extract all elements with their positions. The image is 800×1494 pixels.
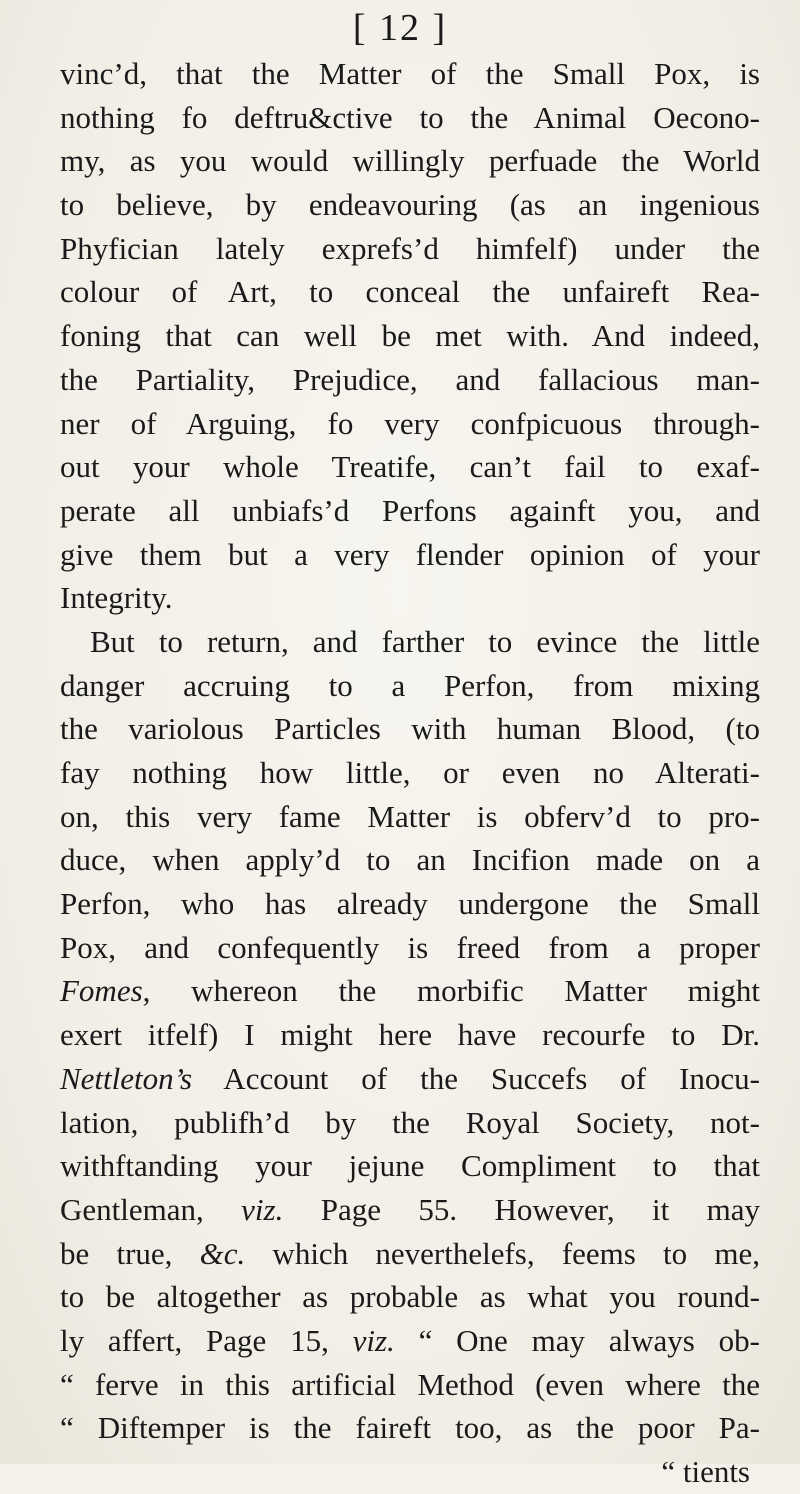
text-segment: “ Diftemper is the faireft too, as the poor Pa- <box>60 1410 760 1446</box>
text-line <box>60 358 760 402</box>
text-line <box>60 707 760 751</box>
text-line <box>60 1275 760 1319</box>
text-line <box>60 620 760 664</box>
text-line <box>60 1363 760 1407</box>
text-segment: But to return, and farther to evince the little <box>90 623 760 659</box>
text-segment: , whereon the morbific Matter might <box>142 973 760 1009</box>
text-segment: out your whole Treatife, can’t fail to exaf- <box>60 449 760 485</box>
text-segment: “ One may always ob- <box>394 1322 760 1358</box>
text-line <box>60 1057 760 1101</box>
text-line <box>60 1013 760 1057</box>
text-segment: Gentleman, <box>60 1191 242 1227</box>
italic-text: Nettleton’s <box>60 1060 193 1096</box>
text-line <box>60 402 760 446</box>
text-segment: ly affert, Page 15, <box>60 1322 353 1358</box>
text-segment: Phyfician lately exprefs’d himfelf) under the <box>60 230 760 266</box>
text-segment: Perfon, who has already undergone the Small <box>60 886 760 922</box>
text-line <box>60 1406 760 1450</box>
text-line <box>60 183 760 227</box>
italic-text: viz. <box>241 1191 284 1227</box>
text-segment: ner of Arguing, fo very confpicuous through- <box>60 405 760 441</box>
text-segment: my, as you would willingly perfuade the World <box>60 143 760 179</box>
text-line <box>60 1188 760 1232</box>
text-line <box>60 270 760 314</box>
text-line <box>60 1232 760 1276</box>
text-segment: lation, publifh’d by the Royal Society, not- <box>60 1104 760 1140</box>
italic-text: Fomes <box>60 973 143 1009</box>
text-segment: nothing fo deftru&ctive to the Animal Oecono- <box>60 99 760 135</box>
text-line <box>60 576 760 620</box>
text-segment: perate all unbiafs’d Perfons againft you, and <box>60 492 760 528</box>
text-segment: “ ferve in this artificial Method (even where the <box>60 1366 760 1402</box>
text-segment: on, this very fame Matter is obferv’d to pro- <box>60 798 760 834</box>
italic-text: viz. <box>352 1322 395 1358</box>
text-segment: the Partiality, Prejudice, and fallacious man- <box>60 361 760 397</box>
text-line <box>60 1450 760 1494</box>
text-segment: the variolous Particles with human Blood, (to <box>60 711 760 747</box>
text-line <box>60 139 760 183</box>
text-line <box>60 96 760 140</box>
text-segment: Account of the Succefs of Inocu- <box>192 1060 760 1096</box>
text-segment: exert itfelf) I might here have recourfe to Dr. <box>60 1017 760 1053</box>
text-segment: vinc’d, that the Matter of the Small Pox, is <box>60 56 760 91</box>
text-line <box>60 795 760 839</box>
text-segment: duce, when apply’d to an Incifion made on a <box>60 842 760 878</box>
text-line <box>60 969 760 1013</box>
text-line <box>60 664 760 708</box>
text-line <box>60 1319 760 1363</box>
text-segment: foning that can well be met with. And indeed, <box>60 318 760 354</box>
text-segment: withftanding your jejune Compliment to that <box>60 1148 760 1184</box>
text-line <box>60 533 760 577</box>
text-line <box>60 838 760 882</box>
text-segment: Page 55. However, it may <box>283 1191 760 1227</box>
text-line <box>60 1101 760 1145</box>
text-segment: colour of Art, to conceal the unfaireft Rea- <box>60 274 760 310</box>
text-line <box>60 1144 760 1188</box>
text-segment: Pox, and confequently is freed from a proper <box>60 929 760 965</box>
text-segment: “ tients <box>661 1454 750 1489</box>
text-segment: danger accruing to a Perfon, from mixing <box>60 667 760 703</box>
text-segment: give them but a very flender opinion of your <box>60 536 760 572</box>
text-line <box>60 445 760 489</box>
text-line <box>60 751 760 795</box>
text-segment: be true, <box>60 1235 200 1271</box>
text-line <box>60 227 760 271</box>
text-segment: which neverthelefs, feems to me, <box>245 1235 760 1271</box>
text-line <box>60 882 760 926</box>
italic-text: &c. <box>199 1235 246 1271</box>
text-segment: to believe, by endeavouring (as an ingenious <box>60 187 760 223</box>
text-segment: Integrity. <box>60 580 173 616</box>
body-text <box>60 52 760 1494</box>
text-line <box>60 489 760 533</box>
text-segment: fay nothing how little, or even no Alterati- <box>60 755 760 790</box>
text-segment: to be altogether as probable as what you round- <box>60 1279 760 1315</box>
text-line <box>60 926 760 970</box>
text-line <box>60 52 760 96</box>
text-line <box>60 314 760 358</box>
page-number: [ 12 ] <box>352 7 448 49</box>
